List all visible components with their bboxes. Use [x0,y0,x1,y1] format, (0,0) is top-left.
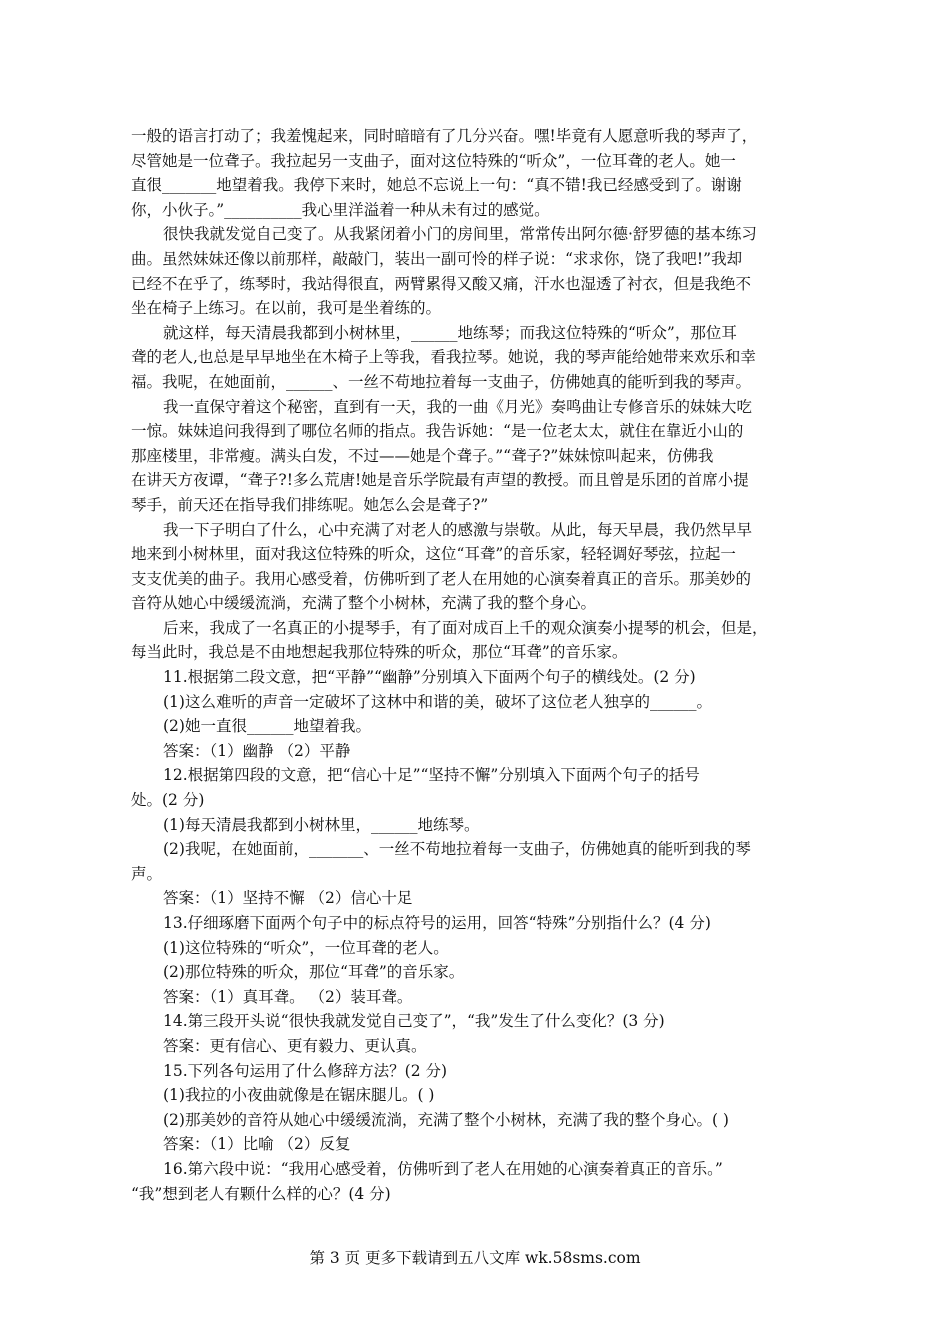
text-line: (1)我拉的小夜曲就像是在锯床腿儿。( ) [163,1086,435,1105]
text-line: 音符从她心中缓缓流淌，充满了整个小树林，充满了我的整个身心。 [131,594,597,613]
text-line: 曲。虽然妹妹还像以前那样，敲敲门，装出一副可怜的样子说：“求求你，饶了我吧!”我却 [131,249,743,268]
text-line: 答案：（1）坚持不懈 （2）信心十足 [163,889,413,908]
text-line: (1)这么难听的声音一定破坏了这林中和谐的美，破坏了这位老人独享的______。 [163,692,712,711]
text-line: 我一直保守着这个秘密，直到有一天，我的一曲《月光》奏鸣曲让专修音乐的妹妹大吃 [163,397,753,416]
text-line: 在讲天方夜谭，“聋子?!多么荒唐!她是音乐学院最有声望的教授。而且曾是乐团的首席小提 [131,471,749,490]
text-line: 16.第六段中说：“我用心感受着，仿佛听到了老人在用她的心演奏着真正的音乐。” [163,1159,723,1178]
text-line: “我”想到老人有颗什么样的心？(4 分) [131,1184,391,1203]
text-line: 后来，我成了一名真正的小提琴手，有了面对成百上千的观众演奏小提琴的机会，但是， [163,618,768,637]
text-line: (2)我呢，在她面前，_______、一丝不苟地拉着每一支曲子，仿佛她真的能听到我的琴 [163,840,751,859]
text-line: 11.根据第二段文意，把“平静”“幽静”分别填入下面两个句子的横线处。(2 分) [163,668,696,687]
text-line: 琴手，前天还在指导我们排练呢。她怎么会是聋子?” [131,495,489,514]
text-line: 一惊。妹妹追问我得到了哪位名师的指点。我告诉她：“是一位老太太，就住在靠近小山的 [131,422,744,441]
text-line: 13.仔细琢磨下面两个句子中的标点符号的运用，回答“特殊”分别指什么？(4 分) [163,914,711,932]
text-line: 每当此时，我总是不由地想起我那位特殊的听众，那位“耳聋”的音乐家。 [131,643,628,662]
text-line: 你，小伙子。”__________我心里洋溢着一种从未有过的感觉。 [131,200,550,219]
text-line: 尽管她是一位聋子。我拉起另一支曲子，面对这位特殊的“听众”，一位耳聋的老人。她一 [131,151,736,170]
text-line: 直很_______地望着我。我停下来时，她总不忘说上一句：“真不错!我已经感受到了。谢谢 [131,176,742,195]
text-line: (2)她一直很______地望着我。 [163,717,371,736]
text-line: 答案：更有信心、更有毅力、更认真。 [163,1036,427,1055]
text-line: 答案：（1）真耳聋。 （2）装耳聋。 [163,987,413,1006]
text-line: 已经不在乎了，练琴时，我站得很直，两臂累得又酸又痛，汗水也湿透了衬衣，但是我绝不 [131,274,752,293]
text-line: 处。(2 分) [131,791,205,810]
text-line: (2)那美妙的音符从她心中缓缓流淌，充满了整个小树林，充满了我的整个身心。( ) [163,1110,729,1129]
text-line: 15.下列各句运用了什么修辞方法？(2 分) [163,1061,448,1080]
text-line: 12.根据第四段的文意，把“信心十足”“坚持不懈”分别填入下面两个句子的括号 [163,766,700,785]
text-line: 我一下子明白了什么，心中充满了对老人的感激与崇敬。从此，每天早晨，我仍然早早 [163,520,753,539]
text-line: 聋的老人,也总是早早地坐在木椅子上等我，看我拉琴。她说，我的琴声能给她带来欢乐和幸 [131,348,756,367]
text-line: 答案：（1）幽静 （2）平静 [163,741,351,760]
text-line: 支支优美的曲子。我用心感受着，仿佛听到了老人在用她的心演奏着真正的音乐。那美妙的 [131,569,752,588]
text-line: 地来到小树林里，面对我这位特殊的听众，这位“耳聋”的音乐家，轻轻调好琴弦，拉起一 [131,545,736,564]
text-line: 很快我就发觉自己变了。从我紧闭着小门的房间里，常常传出阿尔德·舒罗德的基本练习 [163,225,757,244]
text-line: 就这样，每天清晨我都到小树林里，______地练琴；而我这位特殊的“听众”，那位耳 [163,323,737,342]
text-line: (2)那位特殊的听众，那位“耳聋”的音乐家。 [163,963,465,982]
document-body [131,124,811,1206]
text-line: 声。 [131,864,163,883]
text-line: (1)每天清晨我都到小树林里，______地练琴。 [163,815,480,834]
text-line: 福。我呢，在她面前，______、一丝不苟地拉着每一支曲子，仿佛她真的能听到我的琴声。 [131,372,752,391]
text-line: 14.第三段开头说“很快我就发觉自己变了”，“我”发生了什么变化？(3 分) [163,1012,665,1031]
text-line: (1)这位特殊的“听众”，一位耳聋的老人。 [163,938,449,957]
page-footer: 第 3 页 更多下载请到五八文库 wk.58sms.com [309,1249,641,1267]
text-line: 一般的语言打动了；我羞愧起来，同时暗暗有了几分兴奋。嘿!毕竟有人愿意听我的琴声了， [131,127,758,145]
text-line: 那座楼里，非常瘦。满头白发，不过——她是个聋子。”“聋子?”妹妹惊叫起来，仿佛我 [131,446,714,465]
text-line: 答案：（1）比喻 （2）反复 [163,1135,351,1154]
text-line: 坐在椅子上练习。在以前，我可是坐着练的。 [131,299,442,318]
